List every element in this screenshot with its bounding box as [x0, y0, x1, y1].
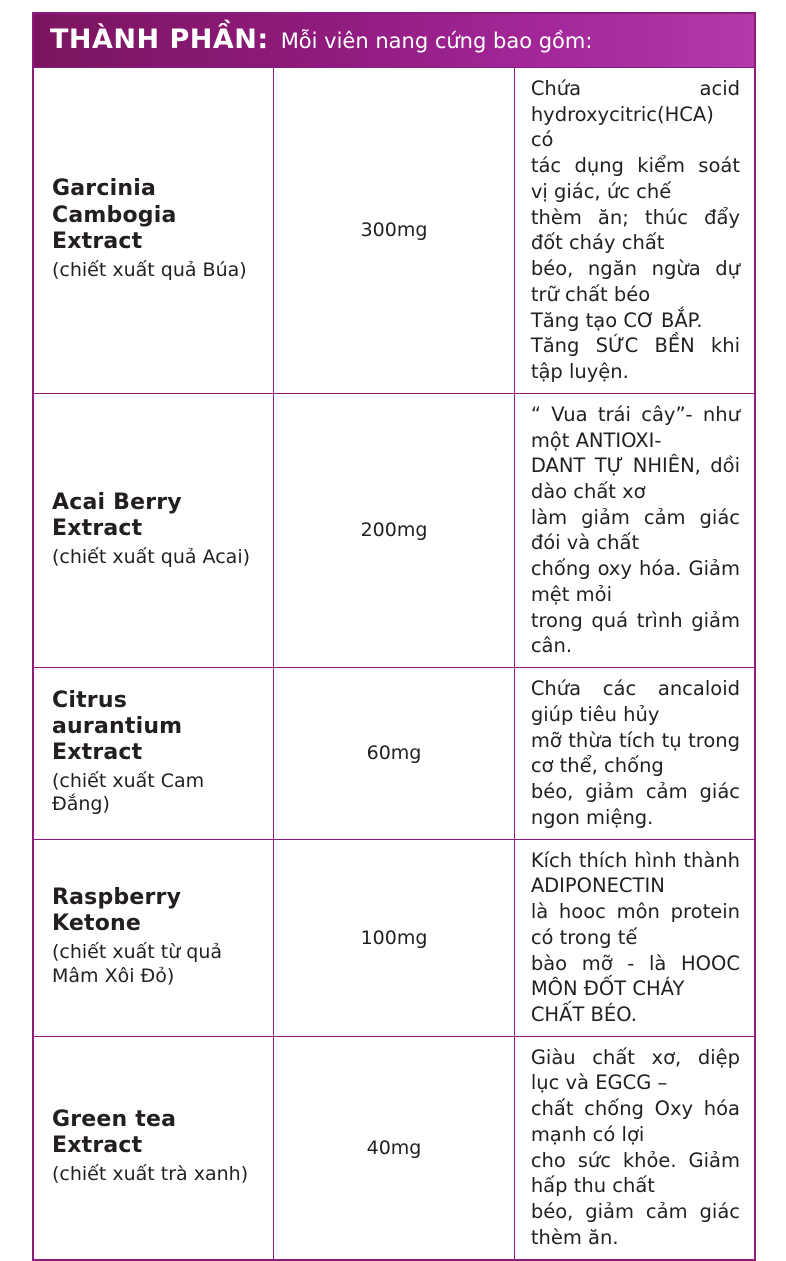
- ingredient-alt-name: (chiết xuất quả Acai): [52, 545, 251, 568]
- ingredient-alt-name: (chiết xuất từ quả Mâm Xôi Đỏ): [52, 940, 223, 987]
- ingredient-name: Garcinia Cambogia Extract: [52, 176, 177, 255]
- ingredient-alt-name: (chiết xuất Cam Đắng): [52, 769, 205, 816]
- description-line: Tăng SỨC BỀN khi tập luyện.: [530, 334, 740, 384]
- table-row: [33, 1036, 755, 1259]
- ingredient-description: [514, 668, 755, 839]
- description-line: chất chống Oxy hóa mạnh có lợi: [530, 1097, 740, 1146]
- ingredient-name: Citrus aurantium Extract: [52, 687, 183, 766]
- ingredient-alt-name: (chiết xuất quả Búa): [52, 258, 247, 281]
- table-row: [33, 668, 755, 839]
- description-line: béo, giảm cảm giác ngon miệng.: [530, 780, 740, 829]
- description-line: cho sức khỏe. Giảm hấp thu chất: [530, 1148, 740, 1198]
- ingredient-name: Green tea Extract: [52, 1106, 177, 1159]
- ingredient-dose: 300mg: [274, 68, 515, 394]
- description-line: Chứa acid hydroxycitric(HCA) có: [530, 77, 740, 152]
- description-line: mỡ thừa tích tụ trong cơ thể, chống: [530, 728, 740, 778]
- description-line: tác dụng kiểm soát vị giác, ức chế: [530, 154, 740, 203]
- ingredient-dose: 200mg: [274, 393, 515, 667]
- table-header-row: [33, 13, 755, 68]
- description-line: Giàu chất xơ, diệp lục và EGCG –: [530, 1045, 740, 1095]
- ingredient-name-cell: [33, 68, 274, 394]
- ingredient-name: Raspberry Ketone: [52, 884, 182, 937]
- table-row: [33, 839, 755, 1036]
- description-line: Tăng tạo CƠ BẮP.: [530, 308, 703, 332]
- ingredient-description: [514, 393, 755, 667]
- description-line: thèm ăn; thúc đẩy đốt cháy chất: [530, 205, 740, 255]
- description-line: “ Vua trái cây”- như một ANTIOXI-: [530, 402, 740, 452]
- ingredient-description: [514, 1036, 755, 1259]
- description-line: làm giảm cảm giác đói và chất: [530, 505, 740, 555]
- ingredient-name-cell: [33, 393, 274, 667]
- ingredient-description: [514, 839, 755, 1036]
- description-line: là hooc môn protein có trong tế: [530, 900, 740, 949]
- ingredient-dose: 40mg: [274, 1036, 515, 1259]
- ingredient-name-cell: [33, 668, 274, 839]
- table-header-cell: [33, 13, 755, 68]
- ingredient-description: [514, 68, 755, 394]
- ingredient-alt-name: (chiết xuất trà xanh): [52, 1162, 249, 1185]
- description-line: Chứa các ancaloid giúp tiêu hủy: [530, 677, 740, 726]
- table-row: [33, 393, 755, 667]
- page-subtitle: Mỗi viên nang cứng bao gồm:: [280, 29, 593, 53]
- table-row: [33, 68, 755, 394]
- description-line: bào mỡ - là HOOC MÔN ĐỐT CHÁY: [530, 951, 740, 1001]
- ingredients-table: [32, 12, 756, 1261]
- page-title: THÀNH PHẦN:: [50, 24, 269, 55]
- ingredient-name-cell: [33, 839, 274, 1036]
- description-line: trong quá trình giảm cân.: [530, 608, 740, 658]
- description-line: béo, ngăn ngừa dự trữ chất béo: [530, 257, 740, 306]
- description-line: Kích thích hình thành ADIPONECTIN: [530, 848, 740, 898]
- description-line: béo, giảm cảm giác thèm ăn.: [530, 1200, 740, 1249]
- description-line: chống oxy hóa. Giảm mệt mỏi: [530, 557, 740, 606]
- ingredient-dose: 60mg: [274, 668, 515, 839]
- description-line: DANT TỰ NHIÊN, dồi dào chất xơ: [530, 454, 740, 504]
- ingredient-dose: 100mg: [274, 839, 515, 1036]
- ingredient-name-cell: [33, 1036, 274, 1259]
- description-line: CHẤT BÉO.: [530, 1002, 637, 1026]
- ingredient-name: Acai Berry Extract: [52, 489, 182, 542]
